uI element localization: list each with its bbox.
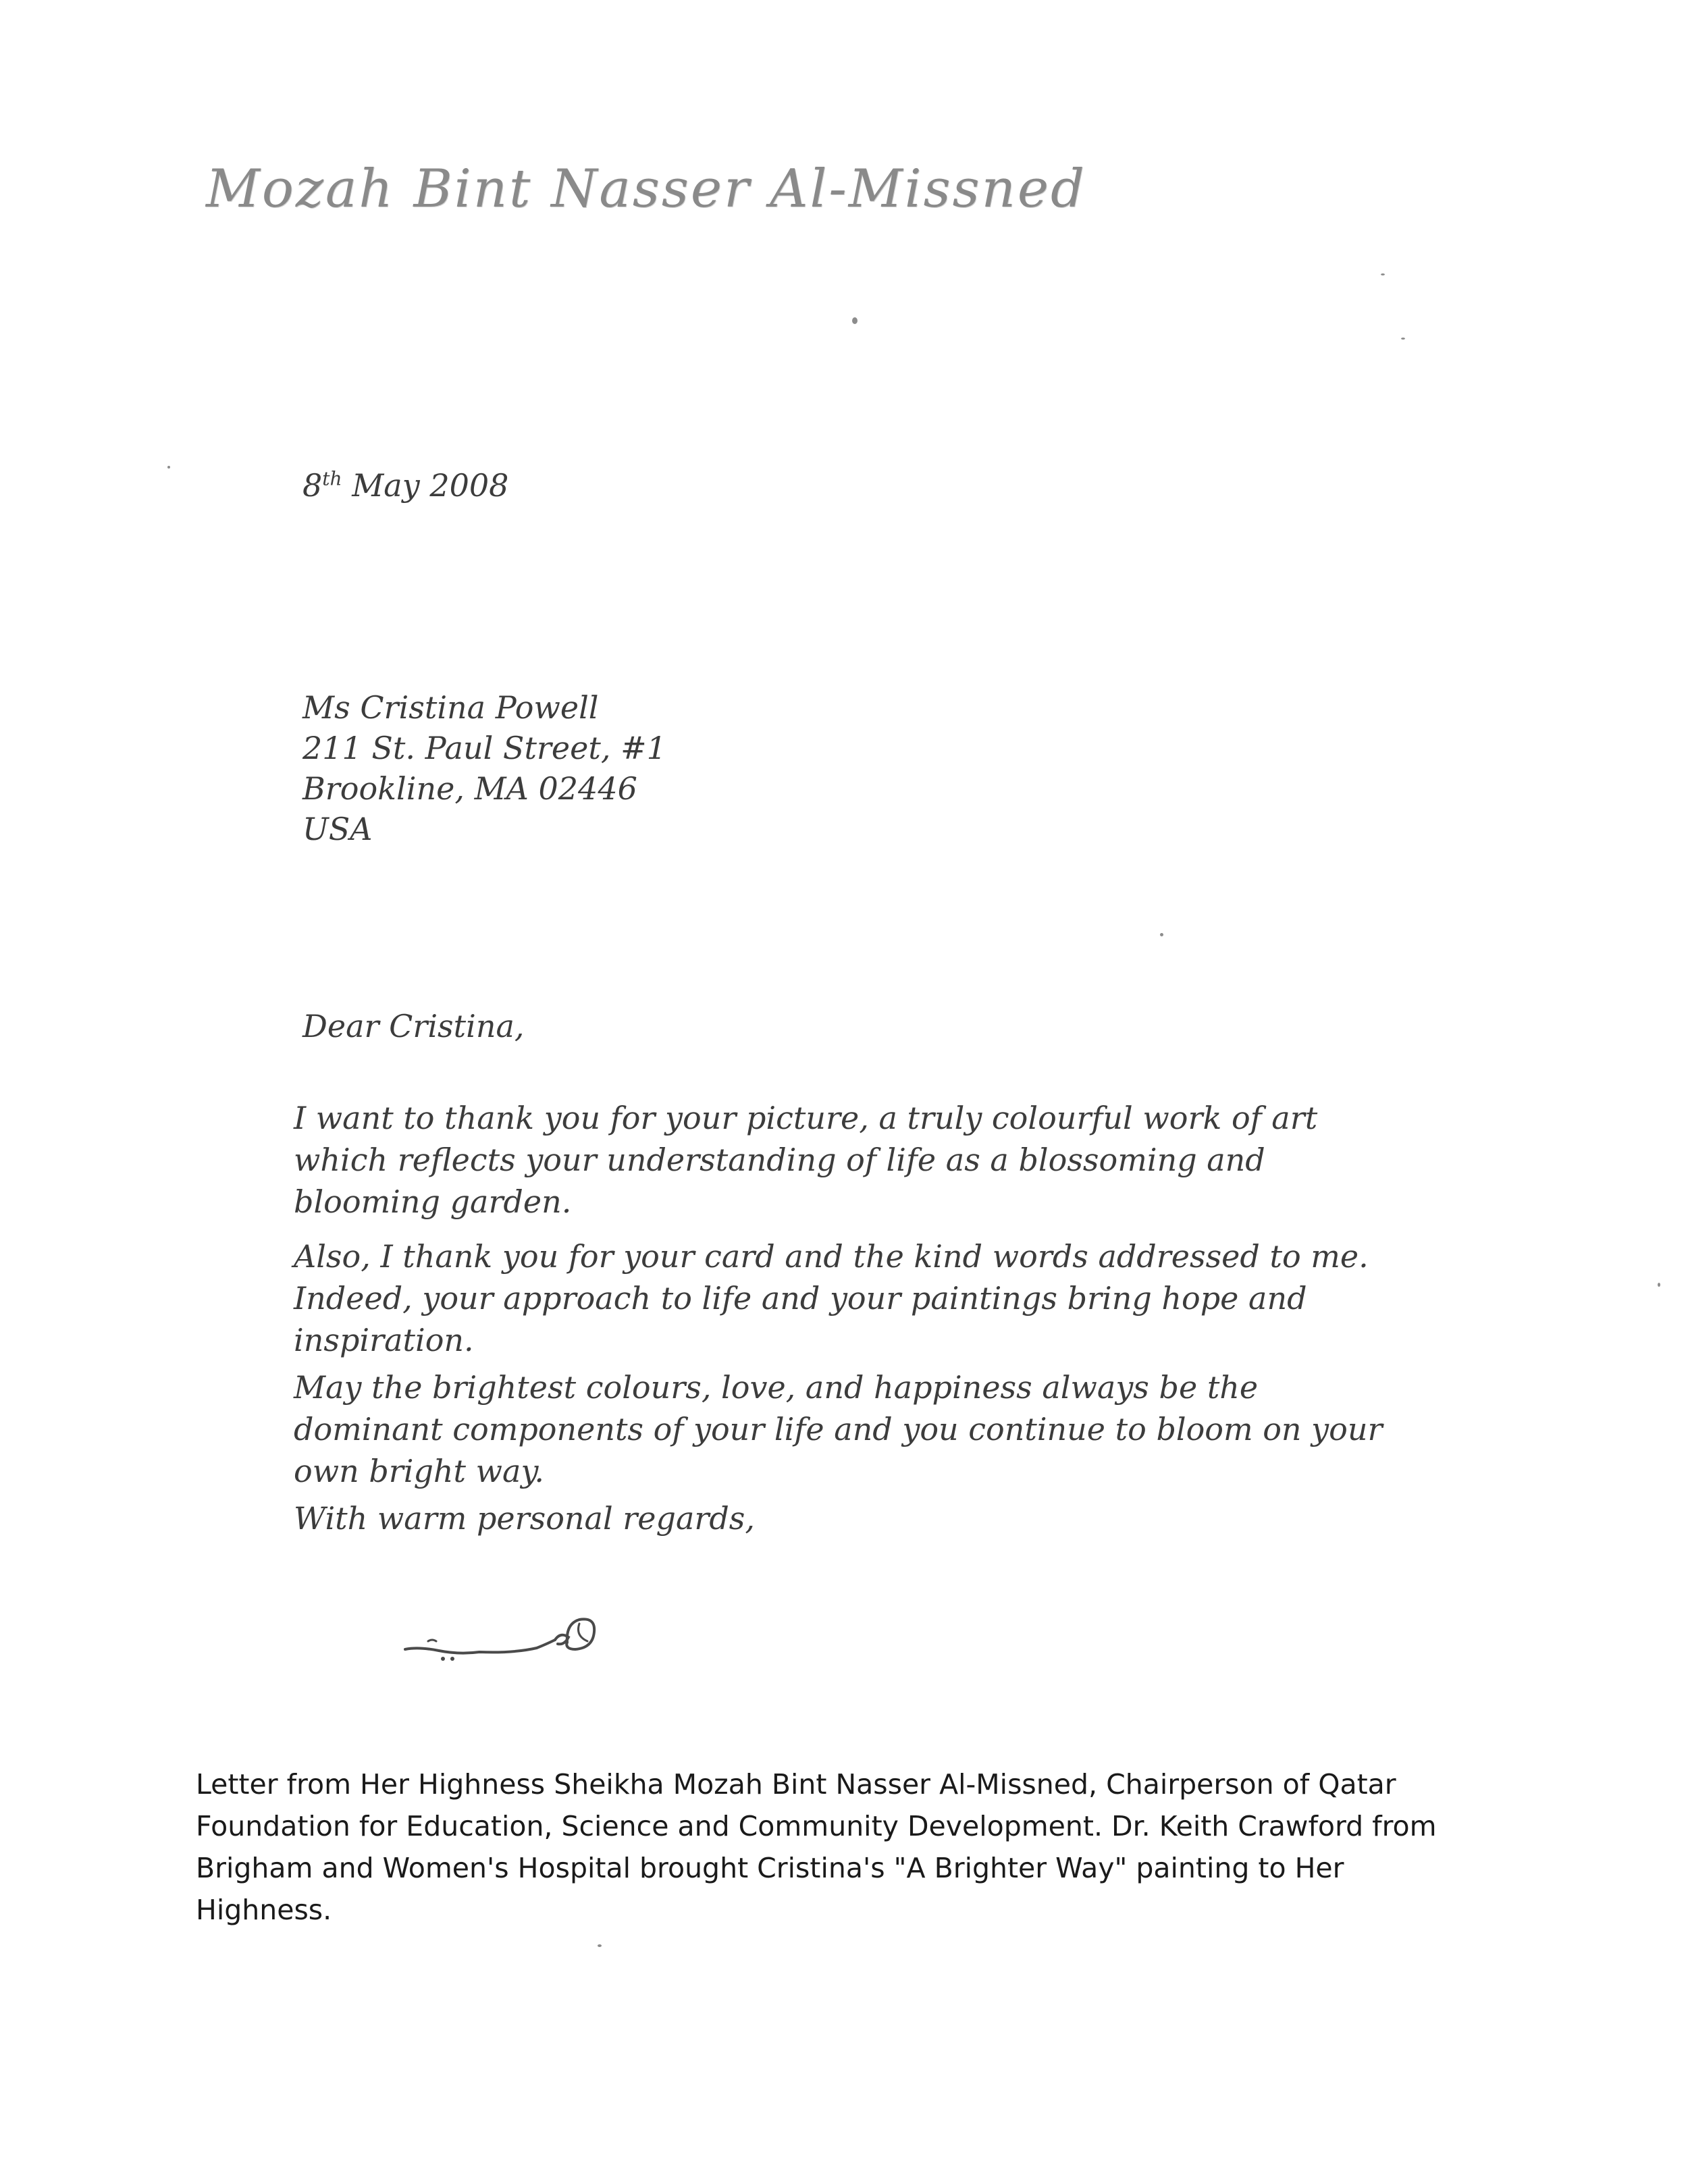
scan-speck [167, 466, 170, 469]
salutation: Dear Cristina, [302, 1008, 525, 1044]
recipient-name: Ms Cristina Powell [302, 689, 599, 726]
recipient-city: Brookline, MA 02446 [302, 770, 637, 807]
caption-text: Letter from Her Highness Sheikha Mozah Bint Nasser Al-Missned, Chairperson of Qatar Foundation for Education, Science and Community Development. Dr. Keith Crawford from Brigham and Women's Hospital brought Cristina's "A Brighter Way" painting to Her Highness. [196, 1768, 1437, 1926]
scan-speck [852, 317, 858, 324]
scan-speck [1658, 1283, 1660, 1287]
body-paragraph-2: Also, I thank you for your card and the kind words addressed to me. Indeed, your approach to life and your paintings bring hope and inspiration. [294, 1238, 1369, 1358]
scan-speck [1381, 273, 1385, 275]
date-day: 8 [302, 467, 323, 504]
date-month-year: May 2008 [352, 467, 509, 504]
recipient-country: USA [302, 811, 373, 847]
scan-speck [1401, 338, 1405, 340]
recipient-address [302, 687, 666, 849]
closing: With warm personal regards, [294, 1500, 756, 1537]
scan-speck [598, 1944, 602, 1947]
recipient-street: 211 St. Paul Street, #1 [302, 730, 666, 766]
letter-date [302, 467, 508, 504]
scan-speck [1160, 933, 1163, 936]
body-paragraph-3: May the brightest colours, love, and happiness always be the dominant components of your life and you continue to bloom on your own bright way. [294, 1369, 1383, 1489]
body-paragraph-1: I want to thank you for your picture, a truly colourful work of art which reflects your understanding of life as a blossoming and blooming garden. [294, 1100, 1318, 1220]
date-ordinal: th [322, 467, 342, 490]
handwritten-signature [398, 1597, 608, 1671]
letterhead-name: Mozah Bint Nasser Al-Missned [206, 159, 1086, 219]
